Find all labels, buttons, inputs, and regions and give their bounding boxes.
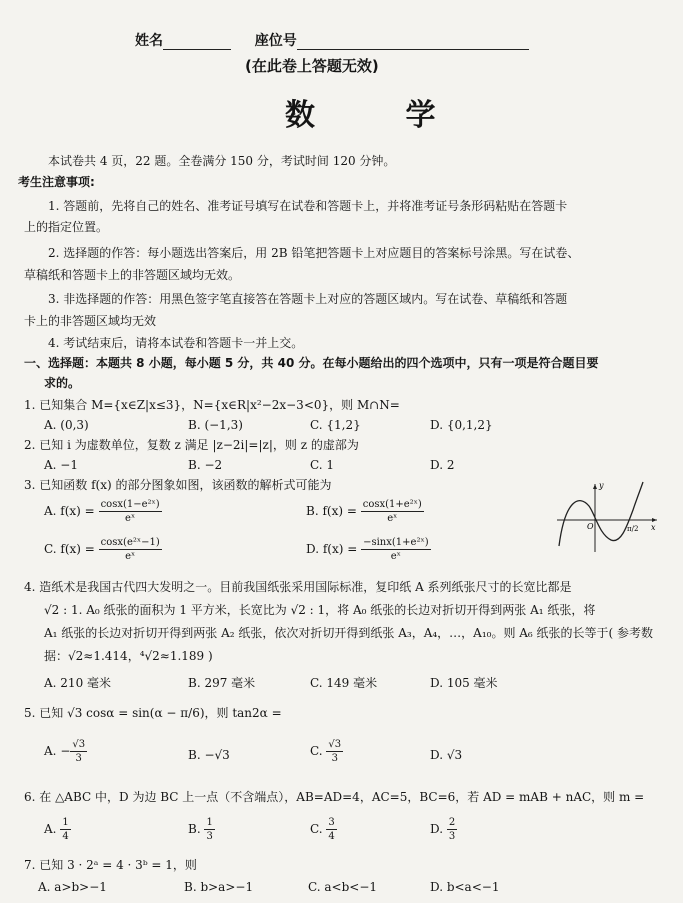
q3-option-a-fraction xyxy=(99,498,162,525)
q3-option-d-prefix: D. f(x) = xyxy=(306,542,358,556)
seat-blank xyxy=(297,35,529,50)
q5-option-c-fraction xyxy=(326,738,343,765)
q6-option-c-fraction xyxy=(326,816,336,843)
q5-option-a xyxy=(44,738,87,765)
q6-option-a-label: A. xyxy=(44,822,57,836)
denominator: eˣ xyxy=(390,551,401,562)
q1-option-d: D. {0,1,2} xyxy=(430,418,493,432)
notice-line: 4. 考试结束后，请将本试卷和答题卡一并上交。 xyxy=(48,336,304,350)
pi-half-label: π/2 xyxy=(627,525,639,533)
q4-stem-line: 4. 造纸术是我国古代四大发明之一。目前我国纸张采用国际标准，复印纸 A 系列纸张尺寸的长宽比都是 xyxy=(24,580,572,594)
origin-label: O xyxy=(587,522,594,531)
denominator: 4 xyxy=(62,831,69,842)
q5-option-d: D. √3 xyxy=(430,748,463,762)
q6-stem: 6. 在 △ABC 中，D 为边 BC 上一点（不含端点），AB=AD=4，AC=5，BC=6，若 AD = mAB + nAC，则 m = xyxy=(24,790,645,804)
q6-option-d-fraction xyxy=(447,816,457,843)
section-heading: 一、选择题：本题共 8 小题，每小题 5 分，共 40 分。在每小题给出的四个选项中，只有一项是符合题目要 xyxy=(24,356,599,370)
name-blank xyxy=(163,35,231,50)
header-fields xyxy=(135,30,529,50)
q4-stem-line: A₁ 纸张的长边对折切开得到两张 A₂ 纸张，依次对折切开得到纸张 A₃，A₄，…，A₁₀。则 A₆ 纸张的长等于( 参考数 xyxy=(44,626,654,640)
page-title: 数 学 xyxy=(285,98,476,133)
notice-line: 1. 答题前，先将自己的姓名、准考证号填写在试卷和答题卡上，并将准考证号条形码粘贴在答题卡 xyxy=(48,199,568,213)
name-label: 姓名 xyxy=(135,33,163,49)
q3-option-a-prefix: A. f(x) = xyxy=(44,504,95,518)
notice-line: 3. 非选择题的作答：用黑色签字笔直接答在答题卡上对应的答题区域内。写在试卷、草稿纸和答题 xyxy=(48,292,568,306)
q3-option-d xyxy=(306,536,431,563)
notice-title: 考生注意事项: xyxy=(18,175,95,189)
numerator: √3 xyxy=(328,739,342,750)
q3-option-c-fraction xyxy=(99,536,162,563)
q3-option-c-prefix: C. f(x) = xyxy=(44,542,95,556)
numerator: 1 xyxy=(62,817,69,828)
function-graph xyxy=(555,480,660,555)
q5-option-b: B. −√3 xyxy=(188,748,230,762)
q7-option-b: B. b>a>−1 xyxy=(184,880,254,894)
q7-option-c: C. a<b<−1 xyxy=(308,880,378,894)
denominator: 3 xyxy=(206,831,213,842)
q6-option-b xyxy=(188,816,215,843)
q1-stem: 1. 已知集合 M={x∈Z|x≤3}，N={x∈R|x²−2x−3<0}，则 M∩N= xyxy=(24,398,400,412)
q5-option-c xyxy=(310,738,343,765)
notice-line: 草稿纸和答题卡上的非答题区域均无效。 xyxy=(24,268,241,282)
notice-line: 卡上的非答题区域均无效 xyxy=(24,314,157,328)
seat-label: 座位号 xyxy=(254,33,297,49)
numerator: cosx(1+e²ˣ) xyxy=(362,499,422,510)
q4-option-c: C. 149 毫米 xyxy=(310,676,378,690)
numerator: cosx(e²ˣ−1) xyxy=(100,537,160,548)
q6-option-a xyxy=(44,816,71,843)
notice-line: 2. 选择题的作答：每小题选出答案后，用 2B 铅笔把答题卡上对应题目的答案标号涂黑。写在试卷、 xyxy=(48,246,580,260)
numerator: −sinx(1+e²ˣ) xyxy=(363,537,429,548)
intro-text: 本试卷共 4 页，22 题。全卷满分 150 分，考试时间 120 分钟。 xyxy=(48,154,396,168)
q2-stem: 2. 已知 i 为虚数单位，复数 z 满足 |z−2i|=|z|，则 z 的虚部为 xyxy=(24,438,359,452)
numerator: √3 xyxy=(72,739,86,750)
q3-option-b-fraction xyxy=(361,498,424,525)
q5-stem: 5. 已知 √3 cosα = sin(α − π/6)，则 tan2α = xyxy=(24,706,282,720)
function-curve xyxy=(559,482,643,546)
q6-option-d xyxy=(430,816,457,843)
invalid-note: (在此卷上答题无效) xyxy=(245,57,379,75)
q3-stem: 3. 已知函数 f(x) 的部分图象如图，该函数的解析式可能为 xyxy=(24,478,332,492)
q4-stem-line: 据：√2≈1.414，⁴√2≈1.189 ) xyxy=(44,649,213,663)
q5-option-a-fraction xyxy=(70,738,87,765)
denominator: eˣ xyxy=(125,551,136,562)
q6-option-a-fraction xyxy=(60,816,70,843)
numerator: 2 xyxy=(448,817,456,828)
q4-option-b: B. 297 毫米 xyxy=(188,676,256,690)
q5-option-a-label: A. xyxy=(44,744,57,758)
q6-option-b-fraction xyxy=(204,816,214,843)
q3-option-d-fraction xyxy=(361,536,431,563)
q6-option-c-label: C. xyxy=(310,822,323,836)
numerator: cosx(1−e²ˣ) xyxy=(100,499,160,510)
denominator: 3 xyxy=(331,753,338,764)
q2-option-c: C. 1 xyxy=(310,458,335,472)
q3-option-b xyxy=(306,498,424,525)
q3-option-a xyxy=(44,498,162,525)
q4-option-a: A. 210 毫米 xyxy=(44,676,112,690)
q3-option-b-prefix: B. f(x) = xyxy=(306,504,357,518)
denominator: eˣ xyxy=(125,513,136,524)
notice-line: 上的指定位置。 xyxy=(24,220,109,234)
q2-option-a: A. −1 xyxy=(44,458,78,472)
denominator: 4 xyxy=(328,831,335,842)
denominator: eˣ xyxy=(387,513,398,524)
q4-option-d: D. 105 毫米 xyxy=(430,676,498,690)
q2-option-d: D. 2 xyxy=(430,458,455,472)
q5-option-a-sign: − xyxy=(60,744,71,758)
q6-option-c xyxy=(310,816,337,843)
q7-option-d: D. b<a<−1 xyxy=(430,880,500,894)
q5-option-c-label: C. xyxy=(310,744,323,758)
q7-option-a: A. a>b>−1 xyxy=(38,880,107,894)
section-heading-cont: 求的。 xyxy=(44,376,81,390)
q1-option-c: C. {1,2} xyxy=(310,418,361,432)
x-label: x xyxy=(651,523,656,532)
denominator: 3 xyxy=(448,831,456,842)
q6-option-b-label: B. xyxy=(188,822,201,836)
q1-option-a: A. (0,3) xyxy=(44,418,89,432)
numerator: 3 xyxy=(328,817,335,828)
q4-stem-line: √2 : 1. A₀ 纸张的面积为 1 平方米，长宽比为 √2 : 1，将 A₀ 纸张的长边对折切开得到两张 A₁ 纸张，将 xyxy=(44,603,596,617)
q7-stem: 7. 已知 3 · 2ᵃ = 4 · 3ᵇ = 1，则 xyxy=(24,858,197,872)
numerator: 1 xyxy=(206,817,213,828)
q6-option-d-label: D. xyxy=(430,822,444,836)
q1-option-b: B. (−1,3) xyxy=(188,418,243,432)
x-axis-arrow xyxy=(652,518,657,522)
denominator: 3 xyxy=(75,753,82,764)
q3-option-c xyxy=(44,536,162,563)
y-label: y xyxy=(599,481,604,490)
y-axis-arrow xyxy=(593,484,597,489)
q2-option-b: B. −2 xyxy=(188,458,223,472)
